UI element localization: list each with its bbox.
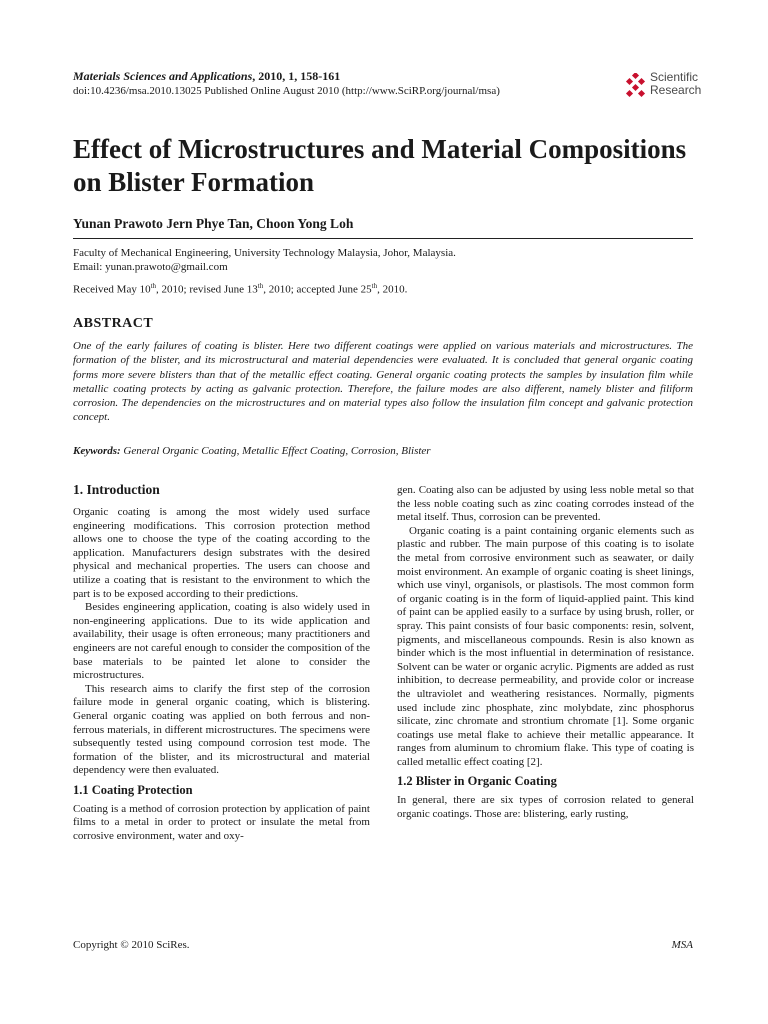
accepted-year: , 2010. [377,283,408,296]
keywords-label: Keywords: [73,445,121,457]
publisher-logo [624,70,704,102]
accepted-part: , 2010; accepted June 25 [263,283,372,296]
received-sup: th [150,282,157,290]
paper-title: Effect of Microstructures and Material Compositions on Blister Formation [73,134,687,197]
paragraph: Organic coating is among the most widely used surface engineering modifications. This corrosion protection method allows one to choose the type of the coating according to the application. Manufacturers design substrates with the desired physical and mechanical properties. The users can choose and utilize a coating that is resistant to the environment to which the part is to be exposed according to their predictions. [73,506,370,600]
received-part: Received May 10 [73,283,151,296]
abstract-heading: ABSTRACT [73,316,154,331]
copyright: Copyright © 2010 SciRes. [73,939,190,951]
affiliation: Faculty of Mechanical Engineering, University Technology Malaysia, Johor, Malaysia. [73,247,456,259]
right-column [397,484,694,822]
revised-sup: th [257,282,264,290]
section-heading-blister: 1.2 Blister in Organic Coating [397,774,557,789]
scientific-research-logo-icon [624,73,648,99]
affiliation-block [73,246,456,274]
journal-name: Materials Sciences and Applications [73,69,253,83]
paragraph: Coating is a method of corrosion protection by application of paint films to a metal in order to protect or insulate the metal from corrosive environment, water and oxy- [73,802,370,843]
logo-text [650,71,701,97]
paragraph: gen. Coating also can be adjusted by using less noble metal so that the less noble coating such as zinc coating corrodes instead of the metal itself. Thus, corrosion can be prevented. [397,484,694,524]
volume-info: , 2010, 1, 158-161 [252,69,341,83]
accepted-sup: th [371,282,378,290]
paragraph: Organic coating is a paint containing organic elements such as plastic and rubber. The main purpose of this coating is to isolate the metal from corrosive environment such as seawater, or daily moist environment. An example of organic coating is sheet linings, which use vinyl, organisols, or plastisols. The most common form of organic coating is in the form of liquid-applied paint. This kind of paint can be applied easily to a surface by using brush, roller, or spray. This paint consists of four basic components: resin, solvent, pigments, and miscellaneous compounds. Resin is also known as binder which is the most influential in determination of resistance. Solvent can be water or organic acrylic. Pigments are added as rust inhibition, to decrease permeability, and provide color or increase the ultraviolet and weathering resistances. Normally, pigments used include zinc phosphate, zinc molybdate, zinc phosphorus silicate, zinc chromate and strontium chromate [1]. Some organic coatings use metal flake to achieve their metallic appearance. It ranges from aluminum to chromium flake. This type of coating is called metallic effect coating [2]. [397,524,694,768]
email: Email: yunan.prawoto@gmail.com [73,261,228,273]
revised-part: , 2010; revised June 13 [156,283,258,296]
logo-line-2: Research [650,83,702,97]
authors: Yunan Prawoto Jern Phye Tan, Choon Yong Loh [73,216,354,231]
logo-line-1: Scientific [650,70,699,84]
left-column [73,482,370,844]
keywords-value: General Organic Coating, Metallic Effect Coating, Corrosion, Blister [120,445,431,457]
journal-citation [73,69,340,84]
paragraph: In general, there are six types of corrosion related to general organic coatings. Those are: blistering, early rusting, [397,794,694,821]
section-heading-introduction: 1. Introduction [73,482,160,497]
journal-abbreviation: MSA [671,939,693,951]
abstract-text: One of the early failures of coating is blister. Here two different coatings were applied on various materials and microstructures. The formation of the blister, and its microstructural and material dependencies were evaluated. It is concluded that general organic coating forms more severe blisters than that of the metallic effect coating. General organic coating protects the samples by insulation film while metallic coating protects by acting as galvanic protection. Therefore, the failure modes are also different, namely blister and filiform corrosion. The dependencies on the microstructures and on material types also follow the insulation film concept and galvanic protection concept. [73,340,693,424]
page-footer [73,939,693,951]
doi-line: doi:10.4236/msa.2010.13025 Published Online August 2010 (http://www.SciRP.org/journal/msa) [73,85,500,97]
header-divider [73,238,693,239]
received-dates [73,282,407,296]
paragraph: This research aims to clarify the first step of the corrosion failure mode in general organic coating, which is blistering. General organic coating was applied on both ferrous and non-ferrous materials, in different microstructures. The specimens were subsequently tested using compound corrosion test mode. The formation of the blister, and its microstructural and material dependency were then evaluated. [73,682,370,777]
keywords [73,444,693,458]
paragraph: Besides engineering application, coating is also widely used in non-engineering applications. Due to its wide application and availability, their usage is often erroneous; many practitioners and engineers are not careful enough to consider the composition of the base materials to be painted let alone to consider the microstructures. [73,601,370,682]
section-heading-coating-protection: 1.1 Coating Protection [73,782,193,797]
